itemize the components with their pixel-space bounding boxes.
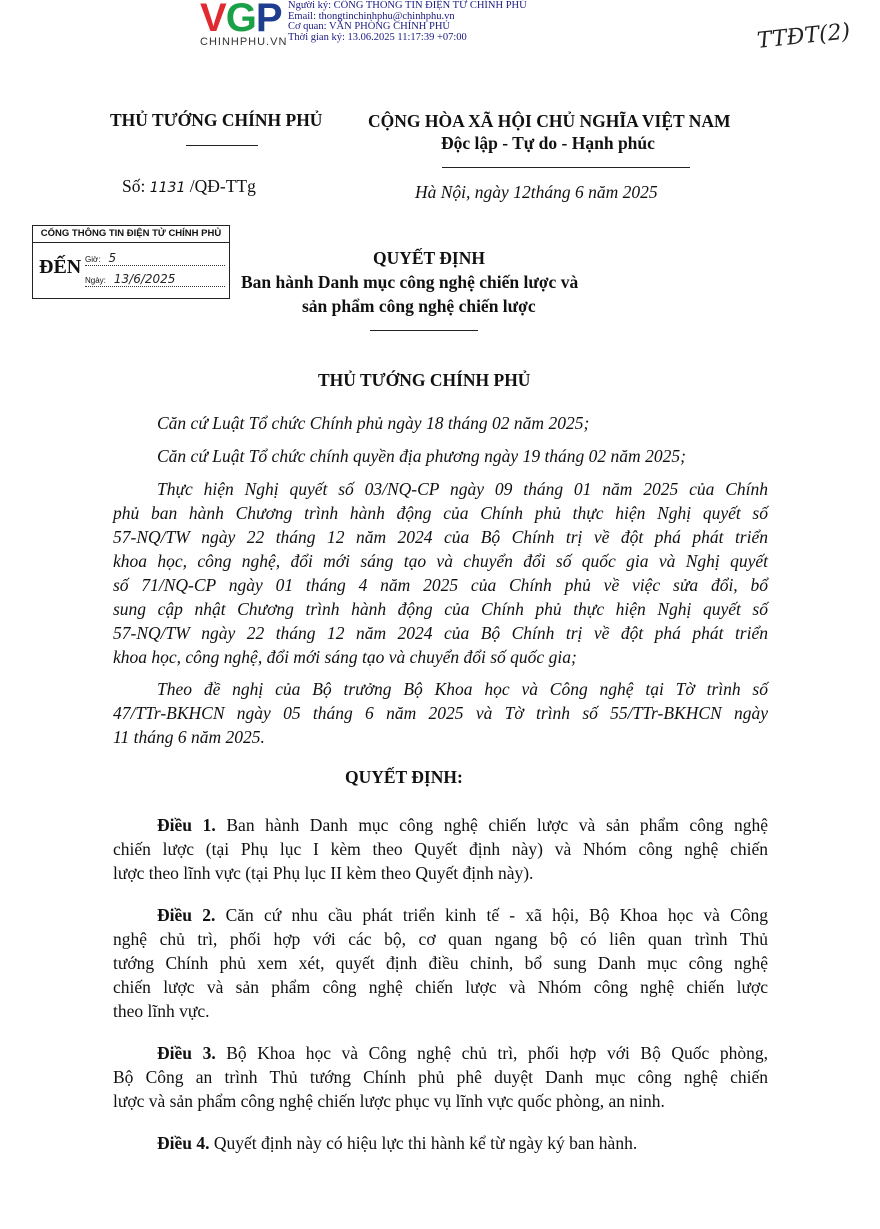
preamble-line: Thực hiện Nghị quyết số 03/NQ-CP ngày 09 tháng 01 năm 2025 của Chính <box>157 479 768 499</box>
preamble-line: Căn cứ Luật Tổ chức chính quyền địa phương ngày 19 tháng 02 năm 2025; <box>157 446 686 466</box>
article-text: Ban hành Danh mục công nghệ chiến lược và sản phẩm công nghệ <box>226 815 769 835</box>
preamble-line: sung cập nhật Chương trình hành động của Chính phủ thực hiện Nghị quyết số <box>113 599 768 619</box>
logo-subtitle: CHINHPHU.VN <box>200 36 288 48</box>
article-2-line: nghệ chủ trì, phối hợp với các bộ, cơ quan ngang bộ có liên quan trình Thủ <box>113 929 768 949</box>
place-date-suffix: tháng 6 năm 2025 <box>530 182 658 202</box>
preamble-line: khoa học, công nghệ, đổi mới sáng tạo và chuyển đổi số quốc gia; <box>113 647 577 667</box>
preamble-line: 11 tháng 6 năm 2025. <box>113 727 265 747</box>
preamble-line: 47/TTr-BKHCN ngày 05 tháng 6 năm 2025 và Tờ trình số 55/TTr-BKHCN ngày <box>113 703 768 723</box>
document-number <box>122 176 256 197</box>
number-prefix: Số: <box>122 176 146 196</box>
stamp-title: CỔNG THÔNG TIN ĐIỆN TỬ CHÍNH PHỦ <box>33 228 229 243</box>
article-label: Điều 4. <box>157 1133 210 1153</box>
received-stamp <box>32 225 230 299</box>
vgp-logo: VGP <box>200 0 282 40</box>
place-date-prefix: Hà Nội, ngày <box>415 182 509 202</box>
number-handwritten: 1131 <box>149 180 186 196</box>
date-value: 13/6/2025 <box>113 272 176 286</box>
decision-heading: QUYẾT ĐỊNH: <box>345 767 463 787</box>
doc-type: QUYẾT ĐỊNH <box>373 248 485 268</box>
article-label: Điều 2. <box>157 905 216 925</box>
article-label: Điều 3. <box>157 1043 216 1063</box>
preamble-line: khoa học, công nghệ, đổi mới sáng tạo và chuyển đổi số quốc gia và Nghị quyết <box>113 551 768 571</box>
sign-time-line: Thời gian ký: 13.06.2025 11:17:39 +07:00 <box>288 31 467 43</box>
article-text: Quyết định này có hiệu lực thi hành kể từ ngày ký ban hành. <box>213 1133 638 1153</box>
place-date <box>415 182 658 203</box>
preamble-line: 57-NQ/TW ngày 22 tháng 12 năm 2024 của Bộ Chính trị về đột phá phát triển <box>113 527 768 547</box>
stamp-label: ĐẾN <box>39 256 82 278</box>
article-text: Bộ Khoa học và Công nghệ chủ trì, phối hợp với Bộ Quốc phòng, <box>226 1043 768 1063</box>
stamp-hour <box>85 251 225 266</box>
digital-signature-info <box>288 1 527 43</box>
stamp-date <box>85 272 225 287</box>
nation-title: CỘNG HÒA XÃ HỘI CHỦ NGHĨA VIỆT NAM <box>368 111 731 131</box>
article-1-first-line <box>157 815 768 836</box>
article-3-line: lược và sản phẩm công nghệ chiến lược phục vụ lĩnh vực quốc phòng, an ninh. <box>113 1091 665 1111</box>
preamble-line: 57-NQ/TW ngày 22 tháng 12 năm 2024 của Bộ Chính trị về đột phá phát triển <box>113 623 768 643</box>
date-label: Ngày: <box>85 276 106 285</box>
subject-line-1: Ban hành Danh mục công nghệ chiến lược và <box>241 272 579 292</box>
article-2-line: tướng Chính phủ xem xét, quyết định điều chỉnh, bổ sung Danh mục công nghệ <box>113 953 768 973</box>
subject-underline <box>370 330 478 331</box>
number-suffix: /QĐ-TTg <box>189 176 256 196</box>
handwritten-reference: TTĐT(2) <box>755 19 852 54</box>
article-2-line: theo lĩnh vực. <box>113 1001 210 1021</box>
article-1-line: chiến lược (tại Phụ lục I kèm theo Quyết định này) và Nhóm công nghệ chiến <box>113 839 768 859</box>
motto-underline <box>442 167 690 168</box>
email-line: Email: thongtinchinhphu@chinhphu.vn <box>288 10 455 22</box>
article-2-line: chiến lược và sản phẩm công nghệ chiến lược và Nhóm công nghệ chiến lược <box>113 977 768 997</box>
motto: Độc lập - Tự do - Hạnh phúc <box>441 133 655 153</box>
article-3-first-line <box>157 1043 768 1064</box>
article-4-first-line <box>157 1133 768 1154</box>
authority: THỦ TƯỚNG CHÍNH PHỦ <box>318 370 531 390</box>
article-label: Điều 1. <box>157 815 216 835</box>
hour-label: Giờ: <box>85 255 101 264</box>
article-1-line: lược theo lĩnh vực (tại Phụ lục II kèm theo Quyết định này). <box>113 863 534 883</box>
article-2-first-line <box>157 905 768 926</box>
preamble-line: Theo đề nghị của Bộ trưởng Bộ Khoa học và Công nghệ tại Tờ trình số <box>157 679 768 699</box>
preamble-line: phủ ban hành Chương trình hành động của Chính phủ thực hiện Nghị quyết số <box>113 503 768 523</box>
preamble-line: số 71/NQ-CP ngày 01 tháng 4 năm 2025 của Chính phủ về việc sửa đổi, bổ <box>113 575 768 595</box>
agency-line: Cơ quan: VĂN PHÒNG CHÍNH PHỦ <box>288 21 450 32</box>
day-handwritten: 12 <box>513 182 531 202</box>
issuer: THỦ TƯỚNG CHÍNH PHỦ <box>110 110 323 130</box>
hour-value: 5 <box>108 251 117 265</box>
subject-line-2: sản phẩm công nghệ chiến lược <box>302 296 536 316</box>
article-3-line: Bộ Công an trình Thủ tướng Chính phủ phê duyệt Danh mục công nghệ chiến <box>113 1067 768 1087</box>
issuer-underline <box>186 145 258 146</box>
article-text: Căn cứ nhu cầu phát triển kinh tế - xã hội, Bộ Khoa học và Công <box>225 905 769 925</box>
preamble-line: Căn cứ Luật Tổ chức Chính phủ ngày 18 tháng 02 năm 2025; <box>157 413 590 433</box>
signer-line: Người ký: CỔNG THÔNG TIN ĐIỆN TỬ CHÍNH PHỦ <box>288 0 527 11</box>
